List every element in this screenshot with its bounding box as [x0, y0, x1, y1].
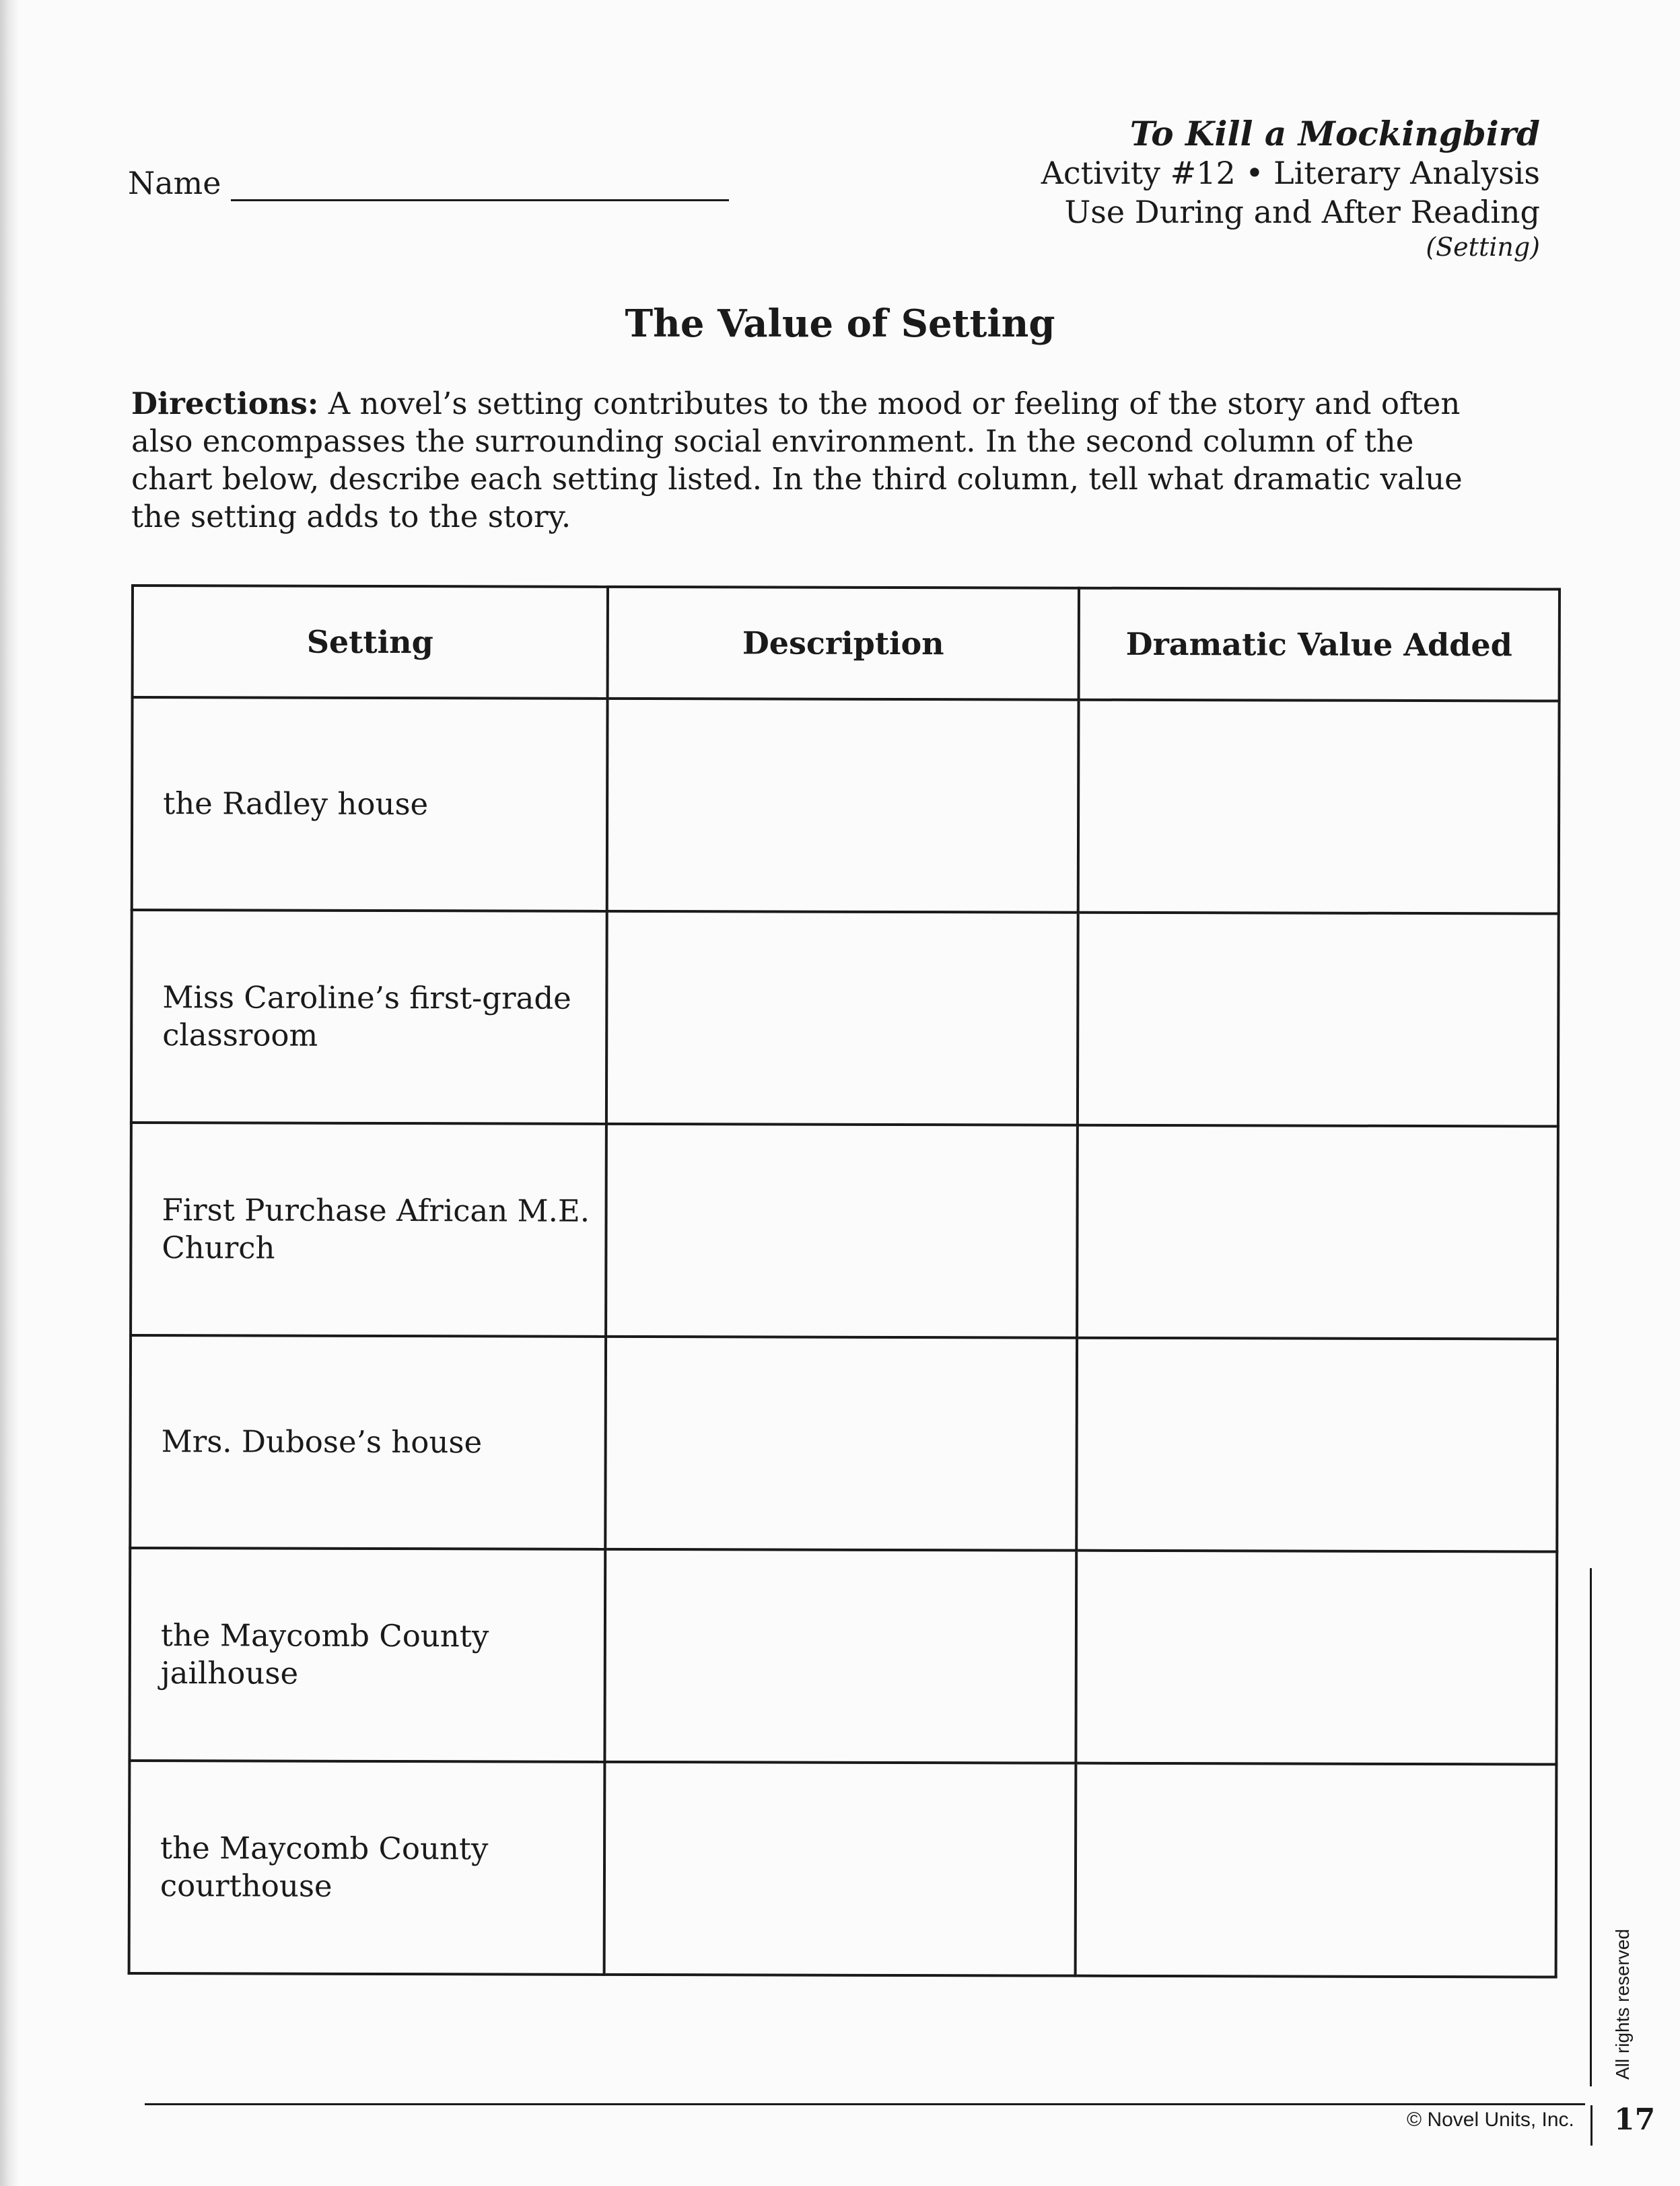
table-row — [130, 1335, 1558, 1552]
usage-label: Use During and After Reading — [1064, 194, 1540, 230]
setting-cell: Miss Caroline’s first-grade classroom — [131, 910, 607, 1124]
footer-rule — [145, 2103, 1585, 2105]
description-cell[interactable] — [606, 911, 1078, 1125]
dramatic-value-cell[interactable] — [1077, 1125, 1558, 1339]
book-title: To Kill a Mockingbird — [1129, 114, 1540, 153]
dramatic-value-cell[interactable] — [1076, 1763, 1557, 1977]
setting-cell: Mrs. Dubose’s house — [130, 1335, 606, 1549]
page-divider — [1590, 2105, 1593, 2146]
setting-cell: the Maycomb County jailhouse — [129, 1548, 605, 1762]
dramatic-value-cell[interactable] — [1078, 700, 1560, 914]
dramatic-value-cell[interactable] — [1078, 913, 1559, 1127]
chart-header-row — [133, 586, 1560, 701]
page-number: 17 — [1614, 2103, 1656, 2137]
header-setting: Setting — [133, 586, 608, 699]
dramatic-value-cell[interactable] — [1076, 1338, 1558, 1552]
setting-cell: the Radley house — [132, 697, 608, 911]
directions — [131, 385, 1491, 536]
worksheet-header — [1041, 114, 1540, 262]
setting-cell: First Purchase African M.E. Church — [131, 1123, 606, 1337]
description-cell[interactable] — [604, 1549, 1076, 1763]
dramatic-value-cell[interactable] — [1076, 1551, 1557, 1765]
directions-lead: Directions: — [131, 386, 319, 421]
table-row — [129, 1761, 1557, 1977]
name-field — [128, 165, 729, 201]
description-cell[interactable] — [604, 1762, 1076, 1976]
header-dramatic-value: Dramatic Value Added — [1079, 588, 1560, 701]
name-blank-line[interactable] — [231, 172, 729, 201]
description-cell[interactable] — [606, 1124, 1078, 1338]
table-row — [131, 910, 1559, 1127]
header-description: Description — [608, 587, 1079, 700]
directions-text: A novel’s setting contributes to the mood or feeling of the story and often also encompasses the surrounding social environment. In the second column of the chart below, describe each setting listed. In the third column, tell what dramatic value the setting adds to the story. — [131, 386, 1463, 534]
setting-cell: the Maycomb County courthouse — [129, 1761, 605, 1975]
copyright: © Novel Units, Inc. — [1407, 2109, 1574, 2131]
table-row — [132, 697, 1560, 914]
margin-rule — [1590, 1568, 1592, 2086]
activity-label: Activity #12 • Literary Analysis — [1041, 155, 1540, 191]
table-row — [131, 1123, 1558, 1339]
description-cell[interactable] — [607, 699, 1079, 913]
rights-notice: All rights reserved — [1612, 1928, 1633, 2080]
description-cell[interactable] — [605, 1337, 1077, 1551]
page-title: The Value of Setting — [625, 302, 1055, 346]
table-row — [129, 1548, 1557, 1765]
setting-chart — [128, 584, 1561, 1979]
name-label: Name — [128, 165, 221, 201]
topic-tag: (Setting) — [1426, 232, 1540, 262]
